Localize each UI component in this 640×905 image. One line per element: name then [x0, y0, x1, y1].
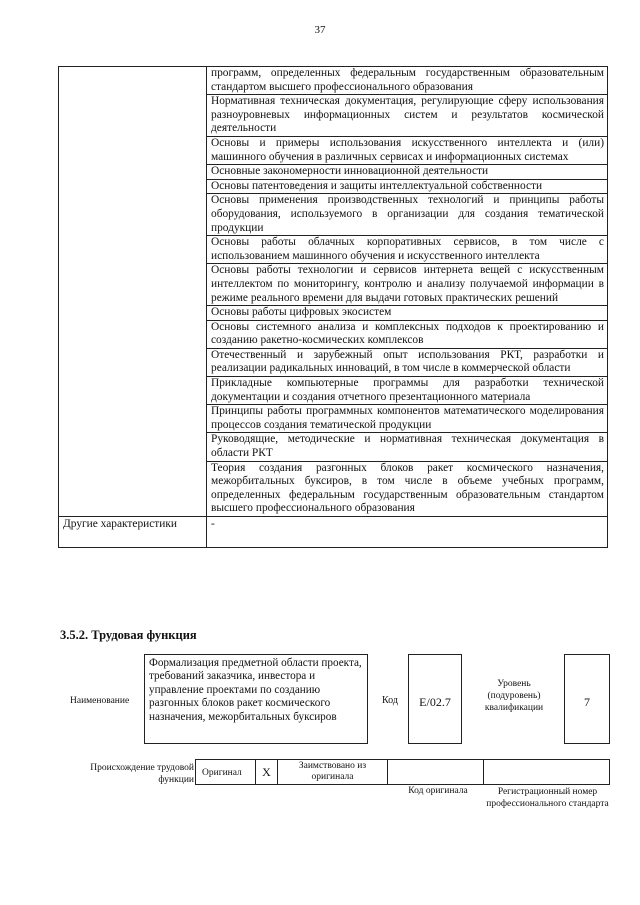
other-characteristics-value: - — [207, 517, 608, 548]
origin-reg-cell — [484, 760, 609, 784]
knowledge-item: Основные закономерности инновационной деятельности — [207, 165, 607, 180]
knowledge-item: Основы патентоведения и защиты интеллектуальной собственности — [207, 180, 607, 195]
origin-reg-caption: Регистрационный номер профессионального стандарта — [486, 787, 609, 809]
origin-borrowed-label: Заимствовано из оригинала — [278, 760, 388, 784]
knowledge-table — [58, 66, 608, 548]
knowledge-item: Принципы работы программных компонентов математического моделирования процессов создания тематической продукции — [207, 405, 607, 433]
function-code-label: Код — [382, 695, 398, 706]
knowledge-label-cell — [59, 67, 207, 517]
knowledge-row — [59, 67, 608, 517]
knowledge-item: Основы применения производственных технологий и принципы работы оборудования, используемого в организации для создания тематической продукции — [207, 194, 607, 236]
knowledge-item: Нормативная техническая документация, регулирующие сферу использования разноуровневых информационных систем и результатов космической деятельности — [207, 95, 607, 137]
knowledge-item: Основы работы технологии и сервисов интернета вещей с искусственным интеллектом по мониторингу, контролю и анализу получаемой информации в режиме реального времени для выдачи готовых практических решений — [207, 264, 607, 306]
function-code-value: E/02.7 — [408, 654, 462, 744]
knowledge-item: Руководящие, методические и нормативная техническая документация в области РКТ — [207, 433, 607, 461]
origin-code-caption: Код оригинала — [408, 786, 468, 796]
page-number: 37 — [314, 24, 326, 36]
knowledge-item: Основы системного анализа и комплексных подходов к проектированию и созданию ракетно-космических комплексов — [207, 321, 607, 349]
function-name-value: Формализация предметной области проекта, требований заказчика, инвестора и управление проектами по созданию разгонных блоков ракет космического назначения, межорбитальных буксиров — [144, 654, 368, 744]
qualification-level-label: Уровень (подуровень) квалификации — [484, 679, 544, 713]
knowledge-item: Основы работы облачных корпоративных сервисов, в том числе с использованием машинного обучения и искусственного интеллекта — [207, 236, 607, 264]
knowledge-item: Отечественный и зарубежный опыт использования РКТ, разработки и реализации радикальных инноваций, в том числе в коммерческой области — [207, 349, 607, 377]
knowledge-items-cell — [207, 67, 608, 517]
qualification-level-value: 7 — [564, 654, 610, 744]
knowledge-item: Прикладные компьютерные программы для разработки технической документации и создания отчетного презентационного материала — [207, 377, 607, 405]
knowledge-item: Основы и примеры использования искусственного интеллекта и (или) машинного обучения в различных сервисах и информационных системах — [207, 137, 607, 165]
other-characteristics-label: Другие характеристики — [59, 517, 207, 548]
origin-table — [195, 759, 610, 785]
knowledge-item: программ, определенных федеральным государственным образовательным стандартом высшего профессионального образования — [207, 67, 607, 95]
function-name-label: Наименование — [70, 696, 130, 706]
section-title: 3.5.2. Трудовая функция — [60, 628, 197, 642]
knowledge-item: Теория создания разгонных блоков ракет космического назначения, межорбитальных буксиров, в том числе в объеме учебных программ, определенных федеральным государственным образовательным стандартом высшего профессионального образования — [211, 461, 604, 515]
origin-label: Происхождение трудовой функции — [90, 763, 194, 785]
origin-original-mark: X — [256, 760, 278, 784]
other-characteristics-row — [59, 517, 608, 548]
knowledge-item: Основы работы цифровых экосистем — [207, 306, 607, 321]
origin-original-label: Оригинал — [196, 760, 256, 784]
origin-code-cell — [388, 760, 484, 784]
